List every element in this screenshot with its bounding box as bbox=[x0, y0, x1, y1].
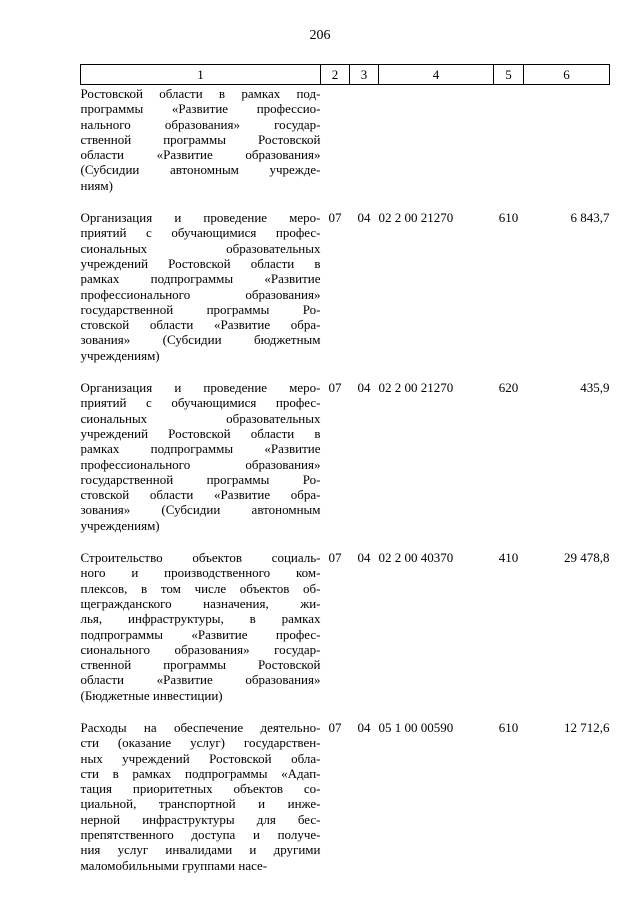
expense-type-code: 610 bbox=[498, 719, 519, 735]
description-line: области «Развитие образования» bbox=[80, 672, 321, 688]
description-line: (Бюджетные инвестиции) bbox=[80, 687, 223, 703]
description-line: приятий с обучающимися профес- bbox=[80, 395, 321, 411]
expense-type-code bbox=[494, 85, 524, 194]
table-row bbox=[81, 85, 610, 194]
description-line: циальной, транспортной и инже- bbox=[80, 796, 321, 812]
row-spacer-cell bbox=[81, 363, 610, 380]
description-line: области «Развитие образования» bbox=[80, 147, 321, 163]
description-line: зования» (Субсидии автономным bbox=[80, 502, 321, 518]
description-line: (Субсидии автономным учрежде- bbox=[80, 162, 321, 178]
description-line: ственной программы Ростовской bbox=[80, 657, 321, 673]
description-line: щегражданского назначения, жи- bbox=[80, 595, 321, 611]
section-code: 07 bbox=[328, 380, 342, 396]
description-line: стовской области «Развитие обра- bbox=[80, 317, 321, 333]
row-spacer bbox=[81, 363, 610, 380]
description-line: зования» (Субсидии бюджетным bbox=[80, 332, 321, 348]
column-header-3: 3 bbox=[350, 65, 379, 85]
description-line: Ростовской области в рамках под- bbox=[80, 86, 321, 101]
table-body bbox=[81, 85, 610, 873]
table-header-row bbox=[81, 65, 610, 85]
section-code: 07 bbox=[328, 550, 342, 566]
amount: 29 478,8 bbox=[564, 550, 610, 566]
row-spacer bbox=[81, 703, 610, 720]
budget-table bbox=[80, 64, 610, 873]
table-row bbox=[81, 720, 610, 873]
description-line: учреждений Ростовской области в bbox=[80, 255, 321, 271]
description-line: ного и производственного ком- bbox=[80, 565, 321, 581]
amount bbox=[524, 85, 610, 194]
subsection-code bbox=[350, 85, 379, 194]
section-code bbox=[321, 85, 350, 194]
subsection-code: 04 bbox=[357, 550, 371, 566]
description-line: ных учреждений Ростовской обла- bbox=[80, 750, 321, 766]
description-line: тация приоритетных объектов со- bbox=[80, 781, 321, 797]
description-line: учреждениям) bbox=[80, 347, 160, 363]
amount: 6 843,7 bbox=[570, 210, 610, 226]
description-line: сиональных образовательных bbox=[80, 410, 321, 426]
description-line: стовской области «Развитие обра- bbox=[80, 487, 321, 503]
description-line: нерной инфраструктуры для бес- bbox=[80, 811, 321, 827]
description-line: ниям) bbox=[80, 177, 113, 193]
description-line: профессионального образования» bbox=[80, 286, 321, 302]
description-line: плексов, в том числе объектов об- bbox=[80, 580, 321, 596]
expense-type-code: 610 bbox=[498, 210, 519, 226]
description-line: профессионального образования» bbox=[80, 456, 321, 472]
description-line: сиональных образовательных bbox=[80, 240, 321, 256]
description-line: сти в рамках подпрограммы «Адап- bbox=[80, 765, 321, 781]
subsection-code: 04 bbox=[357, 210, 371, 226]
description-line: нального образования» государ- bbox=[80, 116, 321, 132]
row-spacer bbox=[81, 193, 610, 210]
column-header-2: 2 bbox=[321, 65, 350, 85]
expense-type-code: 620 bbox=[498, 380, 519, 396]
subsection-code: 04 bbox=[357, 380, 371, 396]
description-line: приятий с обучающимися профес- bbox=[80, 225, 321, 241]
page-number: 206 bbox=[309, 28, 331, 43]
row-description bbox=[81, 720, 321, 873]
description-line: Организация и проведение меро- bbox=[80, 210, 321, 226]
row-description bbox=[81, 210, 321, 363]
section-code: 07 bbox=[328, 210, 342, 226]
column-header-5: 5 bbox=[494, 65, 524, 85]
description-line: сти (оказание услуг) государствен- bbox=[80, 735, 321, 751]
description-line: лья, инфраструктуры, в рамках bbox=[80, 611, 321, 627]
description-line: Расходы на обеспечение деятельно- bbox=[80, 719, 321, 735]
row-spacer-cell bbox=[81, 533, 610, 550]
row-description bbox=[81, 85, 321, 194]
row-description bbox=[81, 550, 321, 703]
subsection-code: 04 bbox=[357, 719, 371, 735]
row-spacer bbox=[81, 533, 610, 550]
target-article-code: 05 1 00 00590 bbox=[378, 719, 454, 735]
target-article-code bbox=[379, 85, 494, 194]
description-line: ственной программы Ростовской bbox=[80, 131, 321, 147]
description-line: Строительство объектов социаль- bbox=[80, 550, 321, 566]
column-header-1: 1 bbox=[81, 65, 321, 85]
amount: 435,9 bbox=[580, 380, 610, 396]
description-line: государственной программы Ро- bbox=[80, 471, 321, 487]
table-row bbox=[81, 210, 610, 363]
description-line: учреждений Ростовской области в bbox=[80, 425, 321, 441]
description-line: учреждениям) bbox=[80, 517, 160, 533]
column-header-4: 4 bbox=[379, 65, 494, 85]
row-spacer-cell bbox=[81, 703, 610, 720]
column-header-6: 6 bbox=[524, 65, 610, 85]
description-line: ния услуг инвалидами и другими bbox=[80, 842, 321, 858]
description-line: рамках подпрограммы «Развитие bbox=[80, 441, 321, 457]
target-article-code: 02 2 00 21270 bbox=[378, 380, 454, 396]
description-line: программы «Развитие профессио- bbox=[80, 101, 321, 117]
description-line: маломобильными группами насе- bbox=[80, 857, 268, 873]
description-line: препятственного доступа и получе- bbox=[80, 827, 321, 843]
target-article-code: 02 2 00 40370 bbox=[378, 550, 454, 566]
description-line: рамках подпрограммы «Развитие bbox=[80, 271, 321, 287]
section-code: 07 bbox=[328, 719, 342, 735]
table-row bbox=[81, 380, 610, 533]
expense-type-code: 410 bbox=[498, 550, 519, 566]
description-line: Организация и проведение меро- bbox=[80, 380, 321, 396]
row-description bbox=[81, 380, 321, 533]
description-line: сионального образования» государ- bbox=[80, 641, 321, 657]
description-line: государственной программы Ро- bbox=[80, 301, 321, 317]
amount: 12 712,6 bbox=[564, 719, 610, 735]
description-line: подпрограммы «Развитие профес- bbox=[80, 626, 321, 642]
row-spacer-cell bbox=[81, 193, 610, 210]
table-row bbox=[81, 550, 610, 703]
target-article-code: 02 2 00 21270 bbox=[378, 210, 454, 226]
